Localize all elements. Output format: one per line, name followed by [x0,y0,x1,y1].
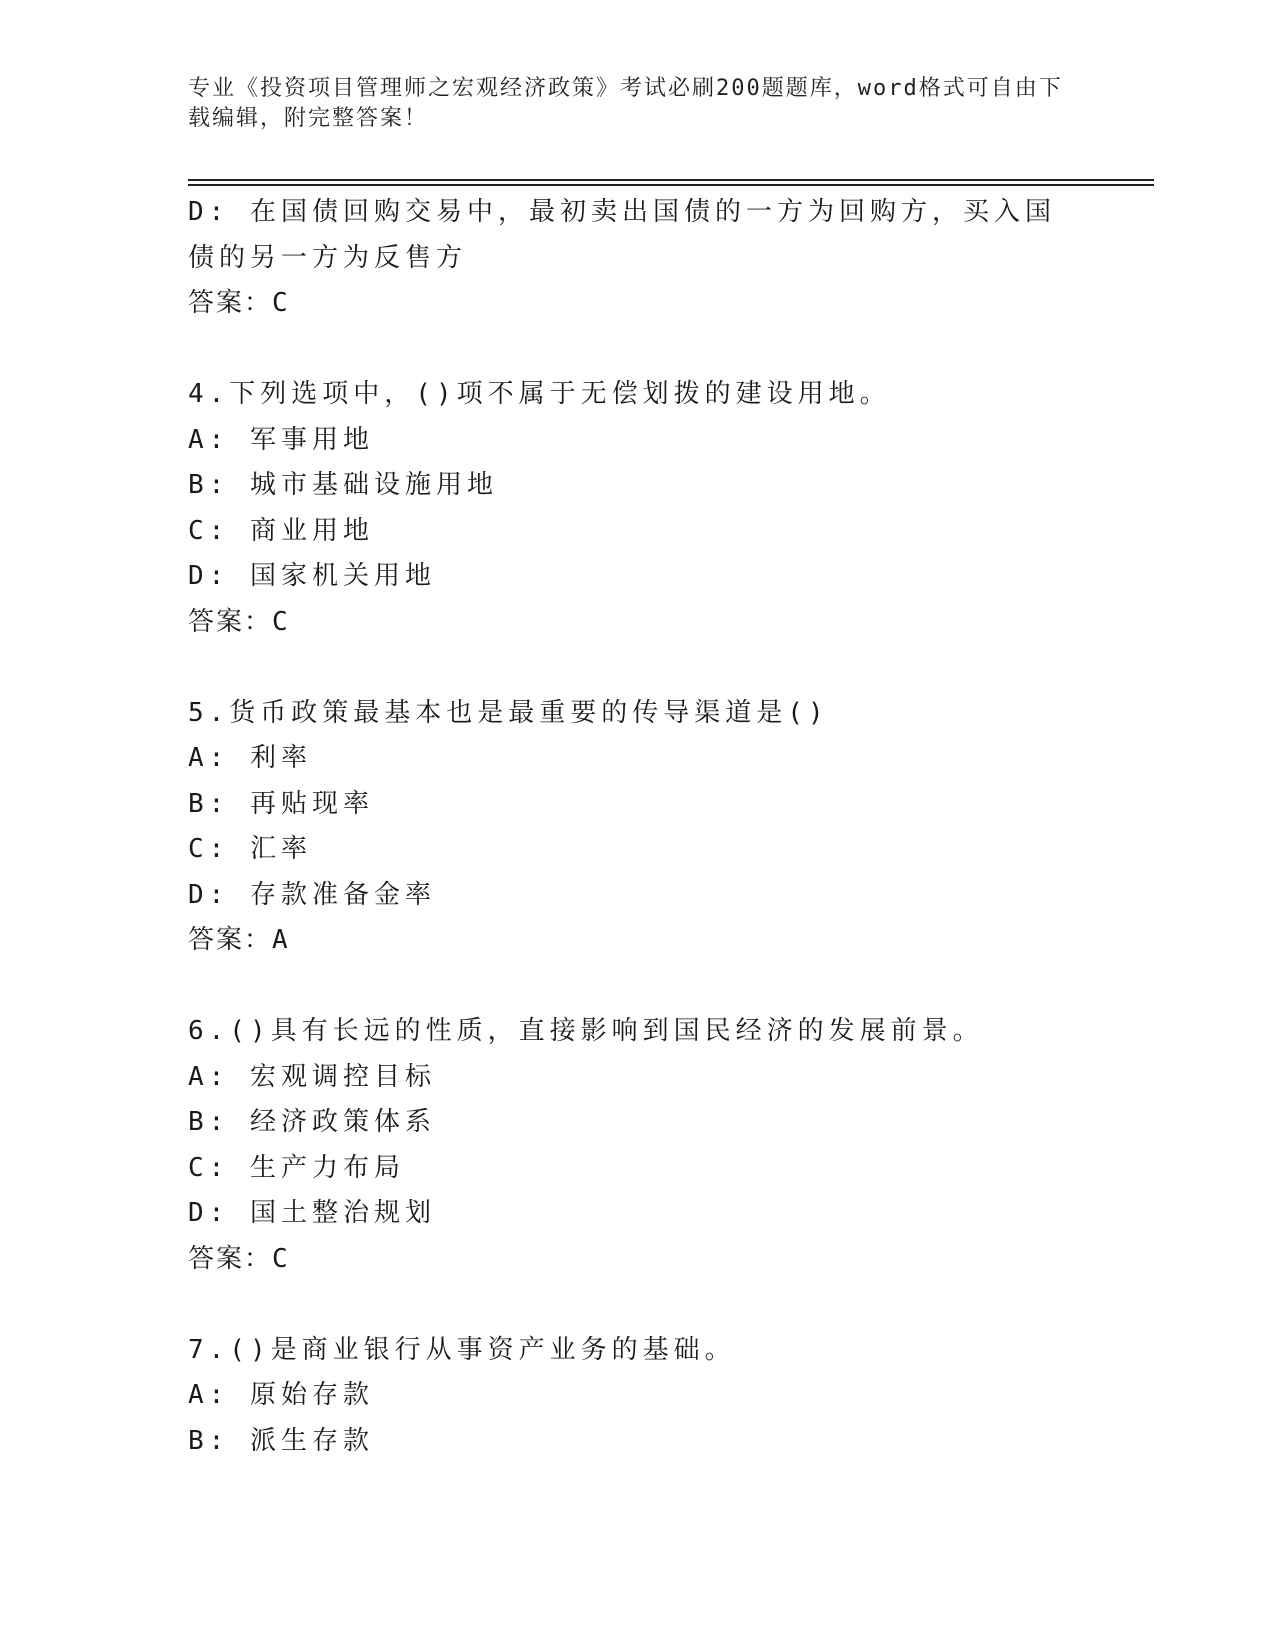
q5-answer: 答案：A [188,925,290,955]
q4-option-a: A: 军事用地 [188,424,374,455]
q3-option-d: D: 在国债回购交易中，最初卖出国债的一方为回购方，买入国债的另一方为反售方 [188,197,1056,273]
q6-option-c: C: 生产力布局 [188,1152,405,1183]
spacer [188,964,1088,1010]
question-4-block [188,372,1088,645]
q5-option-d: D: 存款准备金率 [188,879,436,910]
question-7-block [188,1328,1088,1465]
q7-option-a: A: 原始存款 [188,1380,374,1410]
question-5-block [188,691,1088,964]
header-rule-bottom [188,184,1154,186]
q5-option-c: C: 汇率 [188,834,312,864]
q7-option-b: B: 派生存款 [188,1425,374,1456]
spacer [188,327,1088,373]
q5-option-b: B: 再贴现率 [188,788,374,819]
q4-question: 4.下列选项中，()项不属于无偿划拨的建设用地。 [188,379,891,409]
spacer [188,645,1088,691]
document-header: 专业《投资项目管理师之宏观经济政策》考试必刷200题题库，word格式可自由下载编辑，附完整答案！ [188,76,1063,131]
q7-question: 7.()是商业银行从事资产业务的基础。 [188,1334,736,1365]
header-rule-top [188,179,1154,181]
q6-answer: 答案：C [188,1243,290,1274]
q6-option-b: B: 经济政策体系 [188,1107,436,1137]
spacer [188,1282,1088,1328]
q6-option-d: D: 国土整治规划 [188,1198,436,1228]
question-list [188,190,1088,1464]
q3-answer: 答案：C [188,288,290,318]
question-3-block [188,190,1088,327]
question-6-block [188,1009,1088,1282]
q6-question: 6.()具有长远的性质，直接影响到国民经济的发展前景。 [188,1016,984,1046]
q4-option-b: B: 城市基础设施用地 [188,470,498,500]
q4-option-c: C: 商业用地 [188,515,374,546]
q6-option-a: A: 宏观调控目标 [188,1061,436,1092]
q4-answer: 答案：C [188,606,290,637]
q5-question: 5.货币政策最基本也是最重要的传导渠道是() [188,697,829,728]
q4-option-d: D: 国家机关用地 [188,561,436,591]
q5-option-a: A: 利率 [188,743,312,773]
